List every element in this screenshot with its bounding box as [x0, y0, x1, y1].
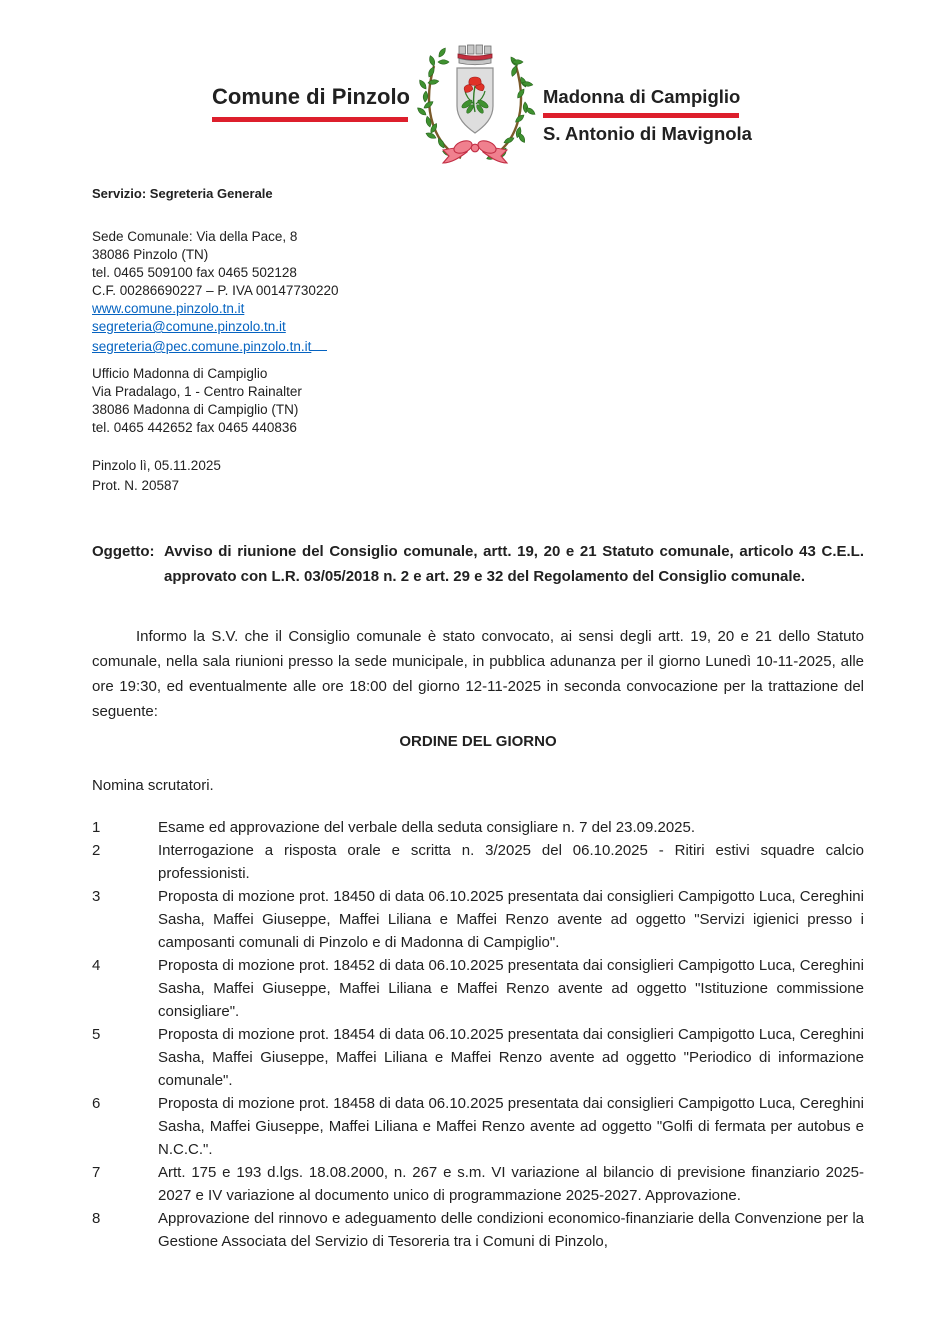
agenda-item-text: Approvazione del rinnovo e adeguamento delle condizioni economico-finanziarie della Convenzione per la Gestione Associata del Servizio di Tesoreria tra i Comuni di Pinzolo, — [158, 1210, 864, 1250]
agenda-item-text: Proposta di mozione prot. 18450 di data 06.10.2025 presentata dai consiglieri Campigotto Luca, Cereghini Sasha, Maffei Giuseppe, Maffei Liliana e Maffei Renzo avente ad oggetto "Servizi igienici presso i camposanti comunali di Pinzolo e di Madonna di Campiglio". — [158, 888, 864, 951]
agenda-heading: ORDINE DEL GIORNO — [399, 733, 557, 750]
agenda-item-text: Proposta di mozione prot. 18458 di data 06.10.2025 presentata dai consiglieri Campigotto Luca, Cereghini Sasha, Maffei Giuseppe, Maffei Liliana e Maffei Renzo avente ad oggetto "Golfi di fermata per autobus e N.C.C.". — [158, 1095, 864, 1158]
agenda-item-number: 4 — [92, 957, 101, 974]
agenda-item — [92, 885, 864, 954]
agenda-item — [92, 839, 864, 885]
address-line: tel. 0465 509100 fax 0465 502128 — [92, 265, 297, 280]
agenda-item-number: 5 — [92, 1026, 101, 1043]
subject-text: Avviso di riunione del Consiglio comunale, artt. 19, 20 e 21 Statuto comunale, articolo 43 C.E.L. approvato con L.R. 03/05/2018 n. 2 e art. 29 e 32 del Regolamento del Consiglio comunale. — [164, 543, 864, 585]
address-line: Via Pradalago, 1 - Centro Rainalter — [92, 384, 302, 399]
address-line: Ufficio Madonna di Campiglio — [92, 366, 268, 381]
agenda-item-text: Esame ed approvazione del verbale della seduta consigliare n. 7 del 23.09.2025. — [158, 819, 696, 836]
agenda-item-number: 6 — [92, 1095, 101, 1112]
municipality-title: Comune di Pinzolo — [212, 84, 410, 109]
agenda-item — [92, 1023, 864, 1092]
agenda-item — [92, 954, 864, 1023]
address-line: 38086 Madonna di Campiglio (TN) — [92, 402, 299, 417]
locality-title-campiglio: Madonna di Campiglio — [543, 86, 741, 107]
address-line: C.F. 00286690227 – P. IVA 00147730220 — [92, 283, 339, 298]
header-left — [212, 84, 408, 122]
agenda-item-number: 7 — [92, 1164, 101, 1181]
header-right — [543, 86, 752, 145]
main-office-address — [92, 228, 338, 300]
agenda-list — [92, 816, 864, 1253]
agenda-item — [92, 816, 864, 839]
branch-office-block — [92, 365, 302, 437]
link-underline-tail — [311, 336, 327, 351]
agenda-item-text: Artt. 175 e 193 d.lgs. 18.08.2000, n. 267 e s.m. VI variazione al bilancio di previsione finanziario 2025-2027 e IV variazione al documento unico di programmazione 2025-2027. Approvazione. — [158, 1164, 864, 1204]
branch-office-address — [92, 365, 302, 437]
red-divider-right — [543, 113, 739, 118]
agenda-item-text: Proposta di mozione prot. 18454 di data 06.10.2025 presentata dai consiglieri Campigotto Luca, Cereghini Sasha, Maffei Giuseppe, Maffei Liliana e Maffei Renzo avente ad oggetto "Periodico di informazione comunale". — [158, 1026, 864, 1089]
email-link[interactable]: segreteria@comune.pinzolo.tn.it — [92, 319, 286, 334]
agenda-item — [92, 1207, 864, 1253]
mural-crown-icon — [458, 45, 492, 65]
agenda-item-number: 1 — [92, 819, 101, 836]
pinzolo-coat-of-arms-icon — [413, 38, 537, 168]
main-office-links — [92, 300, 338, 356]
ribbon-bow-icon — [443, 138, 507, 163]
agenda-item-text: Proposta di mozione prot. 18452 di data 06.10.2025 presentata dai consiglieri Campigotto Luca, Cereghini Sasha, Maffei Giuseppe, Maffei Liliana e Maffei Renzo avente ad oggetto "Istituzione commissione consigliare". — [158, 957, 864, 1020]
service-line: Servizio: Segreteria Generale — [92, 186, 273, 201]
agenda-item — [92, 1092, 864, 1161]
date-protocol-block — [92, 456, 221, 496]
intro-paragraph: Informo la S.V. che il Consiglio comunale è stato convocato, ai sensi degli artt. 19, 20 e 21 dello Statuto comunale, nella sala riunioni presso la sede municipale, in pubblica adunanza per il giorno Lunedì 10-11-2025, alle ore 19:30, ed eventualmente alle ore 18:00 del giorno 12-11-2025 in seconda convocazione per la trattazione del seguente: — [92, 628, 864, 720]
agenda-item — [92, 1161, 864, 1207]
address-line: Sede Comunale: Via della Pace, 8 — [92, 229, 298, 244]
date-line: Pinzolo lì, 05.11.2025 — [92, 458, 221, 473]
address-line: 38086 Pinzolo (TN) — [92, 247, 209, 262]
protocol-number: Prot. N. 20587 — [92, 478, 180, 493]
subject-label: Oggetto: — [92, 543, 155, 560]
locality-title-mavignola: S. Antonio di Mavignola — [543, 123, 752, 144]
red-divider-left — [212, 117, 408, 122]
agenda-item-text: Interrogazione a risposta orale e scritta n. 3/2025 del 06.10.2025 - Ritiri estivi squadre calcio professionisti. — [158, 842, 864, 882]
pec-email-link[interactable]: segreteria@pec.comune.pinzolo.tn.it — [92, 336, 338, 356]
agenda-preamble: Nomina scrutatori. — [92, 777, 214, 794]
subject-block — [92, 539, 864, 589]
address-line: tel. 0465 442652 fax 0465 440836 — [92, 420, 297, 435]
agenda-item-number: 2 — [92, 842, 101, 859]
main-office-block — [92, 228, 338, 356]
website-link[interactable]: www.comune.pinzolo.tn.it — [92, 301, 245, 316]
agenda-item-number: 8 — [92, 1210, 101, 1227]
agenda-item-number: 3 — [92, 888, 101, 905]
laurel-leaves-left — [416, 47, 454, 157]
